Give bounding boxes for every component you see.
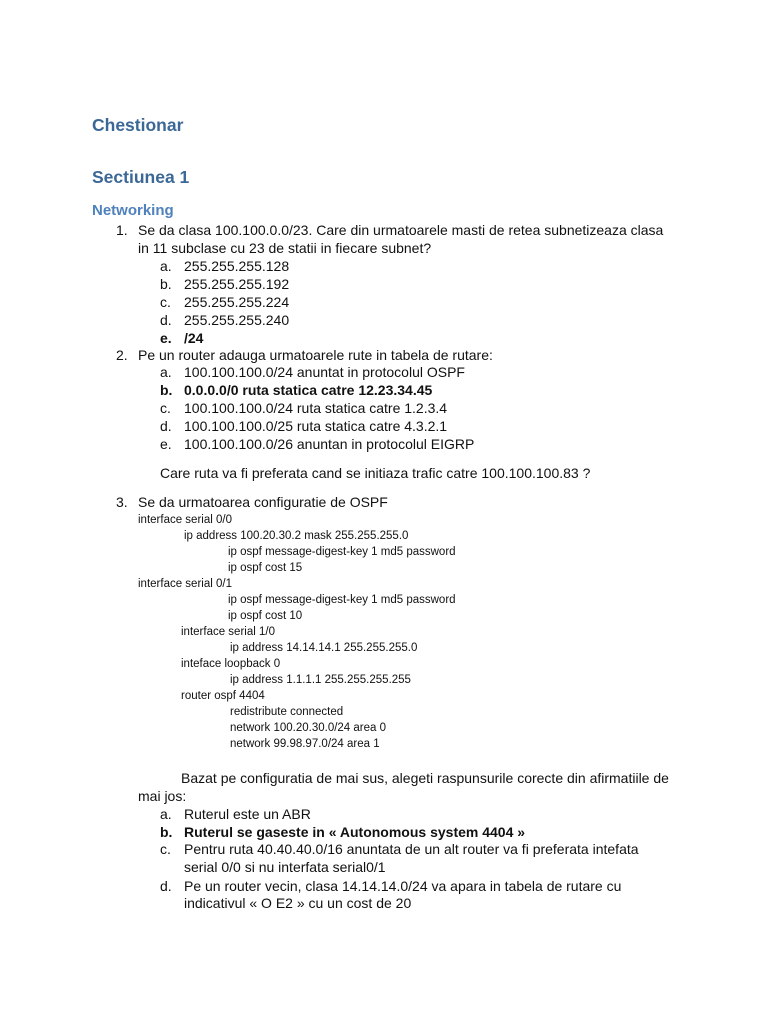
- config-line: ip address 1.1.1.1 255.255.255.255: [230, 674, 411, 686]
- config-line: ip address 100.20.30.2 mask 255.255.255.0: [184, 530, 409, 542]
- section-heading: Sectiunea 1: [92, 167, 190, 187]
- q2-option-letter: e.: [160, 436, 172, 452]
- q2-option-letter: c.: [160, 400, 171, 416]
- config-line: inteface loopback 0: [181, 658, 281, 670]
- q3-option-text-cont: indicativul « O E2 » cu un cost de 20: [184, 895, 412, 911]
- q3-option-text: Ruterul este un ABR: [184, 806, 311, 822]
- q2-text-line1: Pe un router adauga urmatoarele rute in tabela de rutare:: [138, 347, 493, 363]
- q3-option-text: Pentru ruta 40.40.40.0/16 anuntata de un alt router va fi preferata intefata: [184, 841, 639, 857]
- q1-number: 1.: [116, 222, 128, 238]
- q3-intro-line1: Bazat pe configuratia de mai sus, alegeti raspunsurile corecte din afirmatiile de: [181, 770, 669, 786]
- q1-option-letter: b.: [160, 276, 172, 292]
- q1-option-text: 255.255.255.240: [184, 312, 290, 328]
- q2-option-text: 100.100.100.0/24 anuntat in protocolul OSPF: [184, 364, 465, 380]
- config-line: redistribute connected: [230, 706, 344, 718]
- config-line: interface serial 1/0: [181, 626, 275, 638]
- q1-option-text-correct: /24: [184, 330, 204, 346]
- q1-option-letter: d.: [160, 312, 172, 328]
- q2-option-letter: a.: [160, 364, 172, 380]
- q2-option-text: 100.100.100.0/26 anuntan in protocolul EIGRP: [184, 436, 475, 452]
- subsection-heading: Networking: [92, 202, 174, 219]
- document-title: Chestionar: [92, 115, 184, 135]
- q1-option-text: 255.255.255.128: [184, 258, 290, 274]
- q3-option-letter: d.: [160, 878, 172, 894]
- q2-number: 2.: [116, 347, 128, 363]
- q3-option-text-correct: Ruterul se gaseste in « Autonomous system 4404 »: [184, 824, 526, 840]
- config-line: network 99.98.97.0/24 area 1: [230, 738, 380, 750]
- config-line: ip ospf cost 15: [228, 562, 303, 574]
- q3-text-line1: Se da urmatoarea configuratie de OSPF: [138, 494, 388, 510]
- q1-option-letter: a.: [160, 258, 172, 274]
- q3-option-text-cont: serial 0/0 si nu interfata serial0/1: [184, 859, 386, 875]
- q2-question: Care ruta va fi preferata cand se initiaza trafic catre 100.100.100.83 ?: [160, 465, 591, 481]
- q3-option-letter: c.: [160, 841, 171, 857]
- q3-option-letter: a.: [160, 806, 172, 822]
- q3-option-text: Pe un router vecin, clasa 14.14.14.0/24 va apara in tabela de rutare cu: [184, 878, 622, 894]
- q1-option-letter-correct: e.: [160, 330, 172, 346]
- q2-option-text: 100.100.100.0/24 ruta statica catre 1.2.3.4: [184, 400, 448, 416]
- q2-option-text: 100.100.100.0/25 ruta statica catre 4.3.2.1: [184, 418, 448, 434]
- q1-text-line1: Se da clasa 100.100.0.0/23. Care din urmatoarele masti de retea subnetizeaza clasa: [138, 222, 664, 238]
- config-line: ip address 14.14.14.1 255.255.255.0: [230, 642, 418, 654]
- q3-number: 3.: [116, 494, 128, 510]
- q2-option-text-correct: 0.0.0.0/0 ruta statica catre 12.23.34.45: [184, 382, 433, 398]
- config-line: interface serial 0/0: [138, 514, 232, 526]
- config-line: ip ospf cost 10: [228, 610, 303, 622]
- q3-option-letter-correct: b.: [160, 824, 173, 840]
- q2-option-letter: d.: [160, 418, 172, 434]
- q1-option-text: 255.255.255.224: [184, 294, 290, 310]
- q1-text-line2: in 11 subclase cu 23 de statii in fiecare subnet?: [138, 240, 432, 256]
- q1-option-letter: c.: [160, 294, 171, 310]
- config-line: interface serial 0/1: [138, 578, 232, 590]
- q2-option-letter-correct: b.: [160, 382, 173, 398]
- config-line: ip ospf message-digest-key 1 md5 password: [228, 594, 456, 606]
- config-line: router ospf 4404: [181, 690, 265, 702]
- config-line: ip ospf message-digest-key 1 md5 password: [228, 546, 456, 558]
- config-line: network 100.20.30.0/24 area 0: [230, 722, 387, 734]
- q3-intro-line2: mai jos:: [138, 788, 187, 804]
- q1-option-text: 255.255.255.192: [184, 276, 290, 292]
